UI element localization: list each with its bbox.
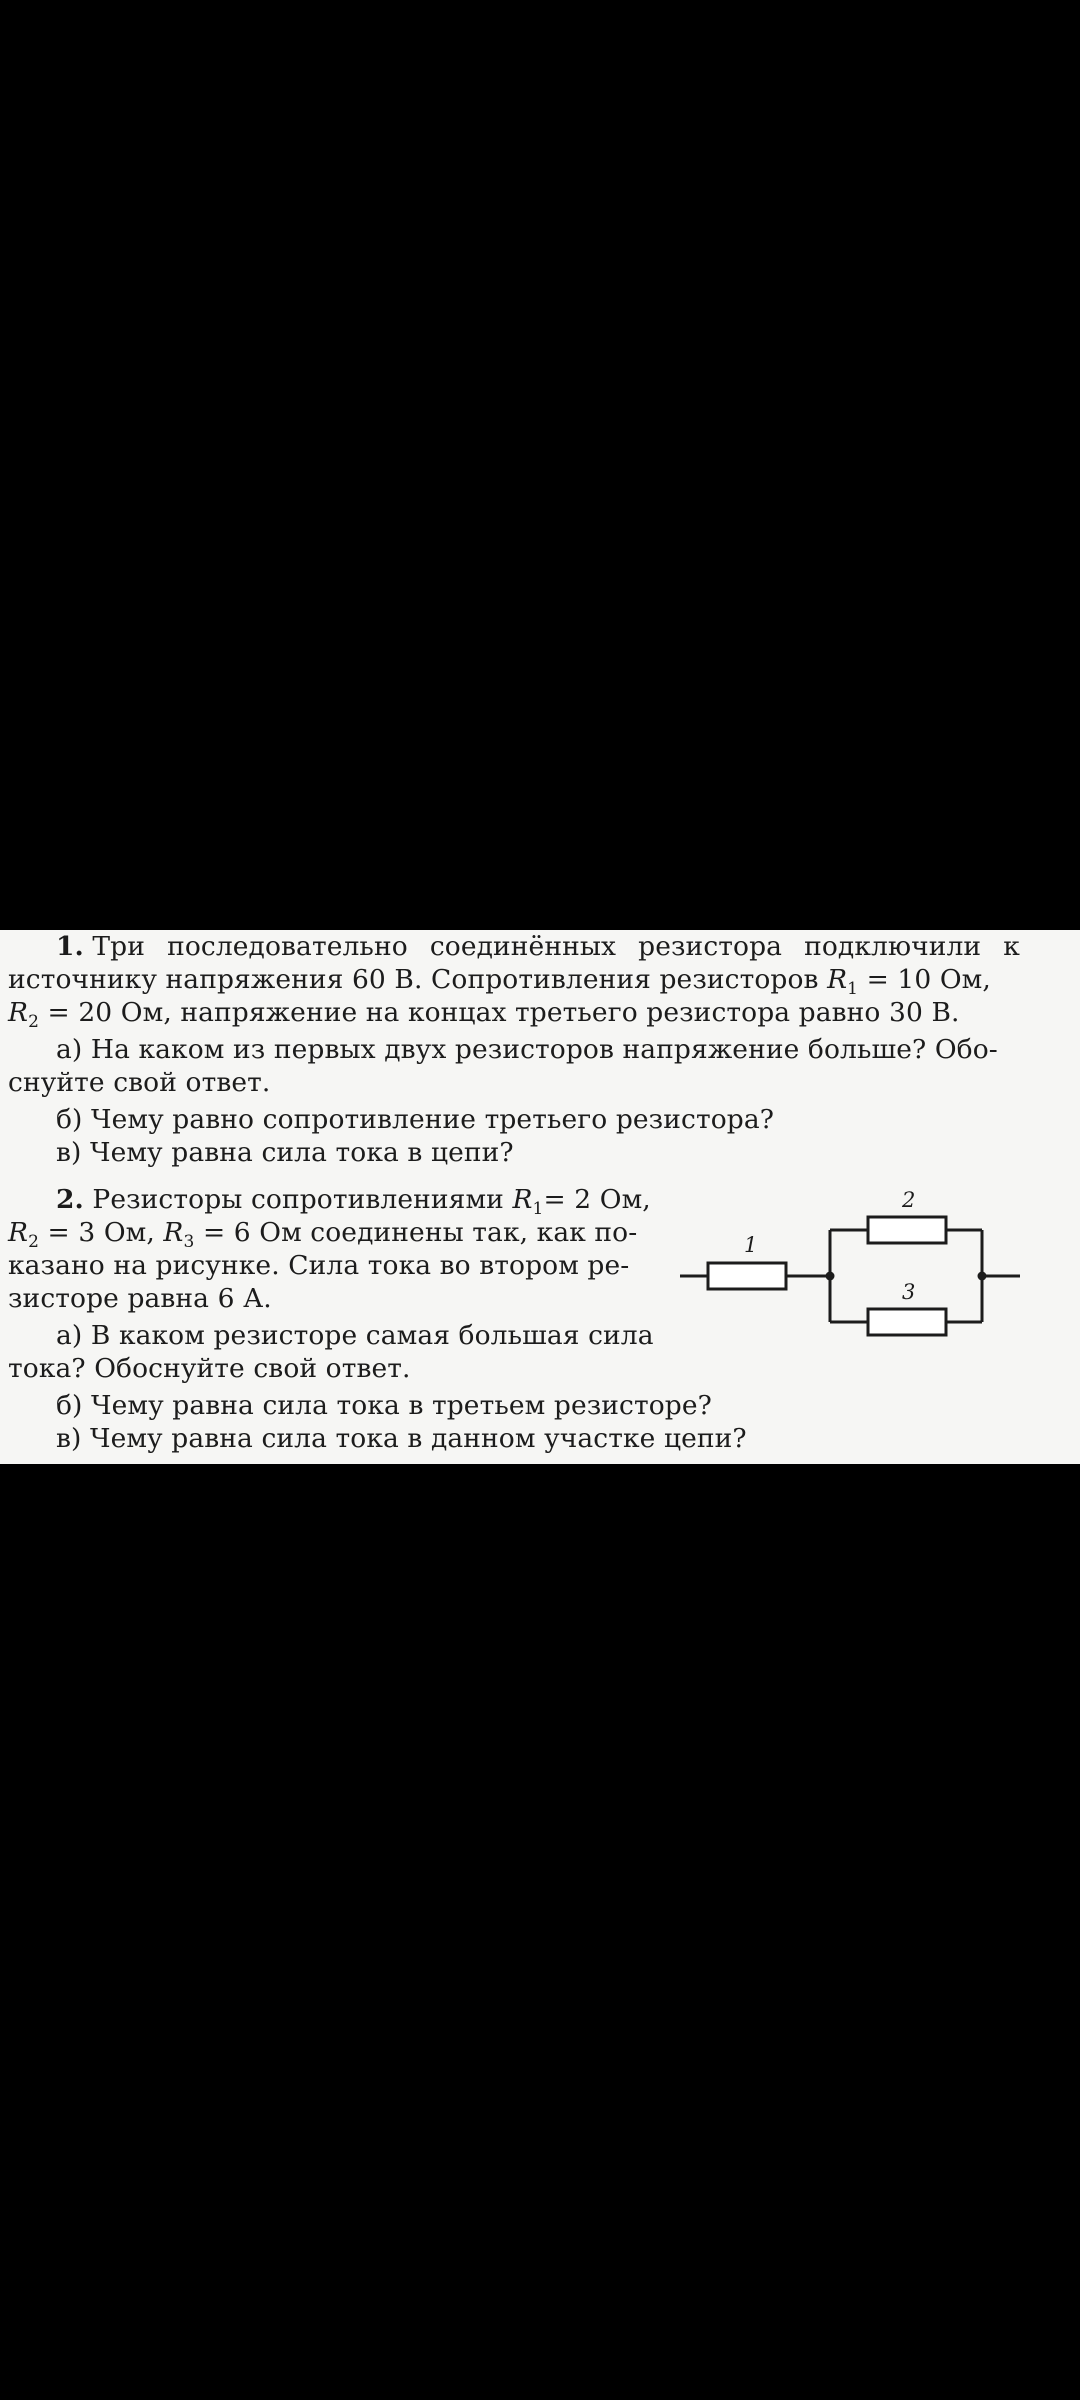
problem2-text: казано на рисунке. Сила тока во втором ре- [8, 1250, 630, 1281]
r1-value: = 10 Ом, [866, 964, 991, 995]
junction-node-left [826, 1272, 835, 1281]
problem1-text: источнику напряжения 60 В. Сопротивления резисторов [8, 964, 819, 995]
r1-value: = 2 Ом, [543, 1184, 651, 1215]
question-text: б) Чему равна сила тока в третьем резисторе? [56, 1390, 712, 1421]
problem1-text: = 20 Ом, напряжение на концах третьего резистора равно 30 В. [47, 997, 960, 1028]
problem2-text: Резисторы сопротивлениями [92, 1184, 504, 1215]
r2-subscript: 2 [28, 1012, 39, 1032]
r3-symbol: R [163, 1217, 184, 1248]
r1-subscript: 1 [532, 1199, 544, 1219]
question-text: а) В каком резисторе самая большая сила [56, 1320, 654, 1351]
problem1-word: резистора [638, 931, 783, 962]
question-text: а) На каком из первых двух резисторов напряжение больше? Обо- [56, 1034, 998, 1065]
r2-subscript: 2 [28, 1232, 39, 1252]
resistor-2 [868, 1217, 946, 1243]
question-text: в) Чему равна сила тока в цепи? [56, 1137, 514, 1168]
problem1-word: последовательно [167, 931, 408, 962]
circuit-diagram [0, 930, 1080, 1464]
r2-symbol: R [8, 1217, 29, 1248]
problem1-word: соединённых [429, 931, 617, 962]
textbook-page [0, 930, 1080, 1464]
resistor-1-label: 1 [744, 1233, 758, 1257]
question-text: б) Чему равно сопротивление третьего резистора? [56, 1104, 775, 1135]
resistor-3-label: 3 [902, 1280, 916, 1304]
r1-subscript: 1 [847, 979, 859, 999]
resistor-3 [868, 1309, 946, 1335]
question-text: в) Чему равна сила тока в данном участке цепи? [56, 1423, 747, 1454]
r3-subscript: 3 [183, 1232, 195, 1252]
problem2-text: зисторе равна 6 А. [8, 1283, 272, 1314]
r3-value: = 6 Ом соединены так, как по- [202, 1217, 638, 1248]
problem1-word: подключили [804, 931, 982, 962]
question-text: тока? Обоснуйте свой ответ. [8, 1353, 411, 1384]
junction-node-right [978, 1272, 987, 1281]
r2-symbol: R [8, 997, 29, 1028]
r2-value: = 3 Ом, [47, 1217, 155, 1248]
problem1-word: к [1003, 931, 1020, 962]
problem1-word: Три [92, 931, 146, 962]
problem1-number: 1. [56, 931, 84, 962]
r1-symbol: R [827, 964, 848, 995]
problem2-number: 2. [56, 1184, 84, 1215]
resistor-1 [708, 1263, 786, 1289]
question-text: снуйте свой ответ. [8, 1067, 271, 1098]
r1-symbol: R [512, 1184, 533, 1215]
resistor-2-label: 2 [902, 1188, 916, 1212]
